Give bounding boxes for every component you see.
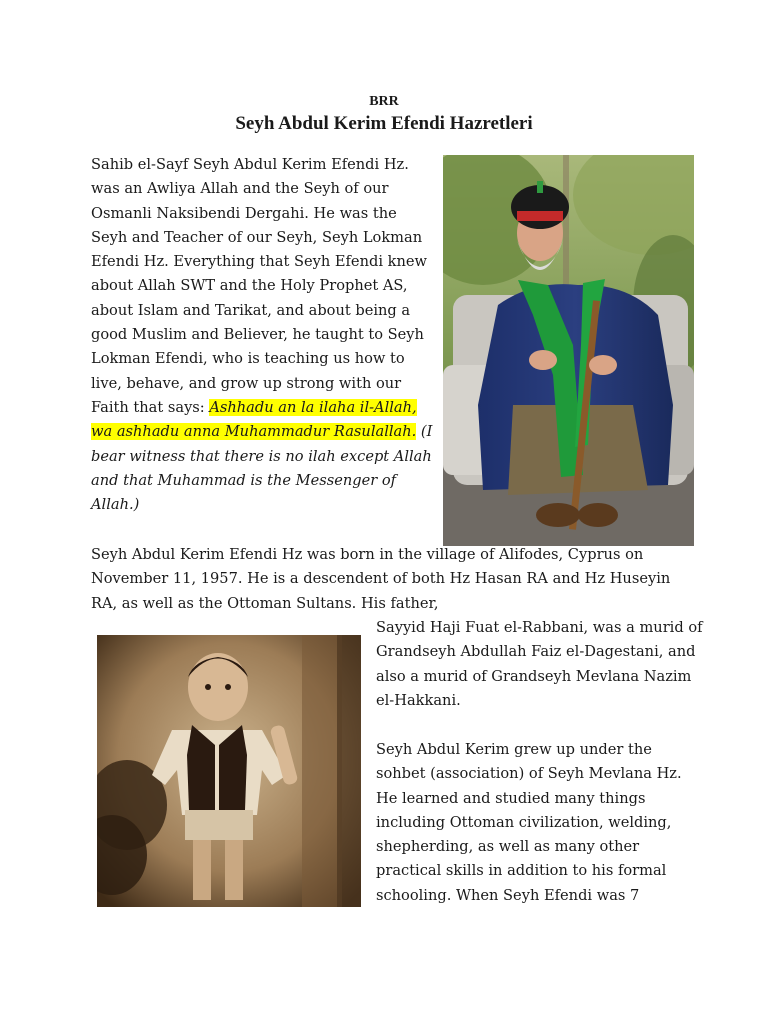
document-title: Seyh Abdul Kerim Efendi Hazretleri xyxy=(235,113,533,134)
seated-sheikh-photo xyxy=(443,155,694,546)
document-label: BRR xyxy=(369,94,399,109)
shahada-translation: (I bear witness that there is no ilah except Allah and that Muhammad is the Messenger of Allah.) xyxy=(91,423,433,514)
birth-paragraph-start: Seyh Abdul Kerim Efendi Hz was born in the village of Alifodes, Cyprus on November 11, 1957. He is a descendent of both Hz Hasan RA and Hz Huseyin RA, as well as the Ottoman Sultans. His father, xyxy=(91,546,671,612)
intro-paragraph xyxy=(91,153,436,517)
intro-text: Sahib el-Sayf Seyh Abdul Kerim Efendi Hz. was an Awliya Allah and the Seyh of our Osmanli Naksibendi Dergahi. He was the Seyh and Teacher of our Seyh, Seyh Lokman Efendi Hz. Everything that Seyh Efendi knew about Allah SWT and the Holy Prophet AS, about Islam and Tarikat, and about being a good Muslim and Believer, he taught to Seyh Lokman Efendi, who is teaching us how to live, behave, and grow up strong with our Faith that says: xyxy=(91,156,427,416)
shahada-highlight: Ashhadu an la ilaha il-Allah, wa ashhadu anna Muhammadur Rasulallah. xyxy=(91,398,417,441)
upbringing-paragraph: Seyh Abdul Kerim grew up under the sohbet (association) of Seyh Mevlana Hz. He learned and studied many things including Ottoman civilization, welding, shepherding, as well as many other practical skills in addition to his formal schooling. When Seyh Efendi was 7 xyxy=(376,741,682,904)
childhood-sepia-photo xyxy=(97,635,361,907)
birth-paragraph-continued: Sayyid Haji Fuat el-Rabbani, was a murid of Grandseyh Abdullah Faiz el-Dagestani, and also a murid of Grandseyh Mevlana Nazim el-Hakkani. xyxy=(376,619,703,709)
